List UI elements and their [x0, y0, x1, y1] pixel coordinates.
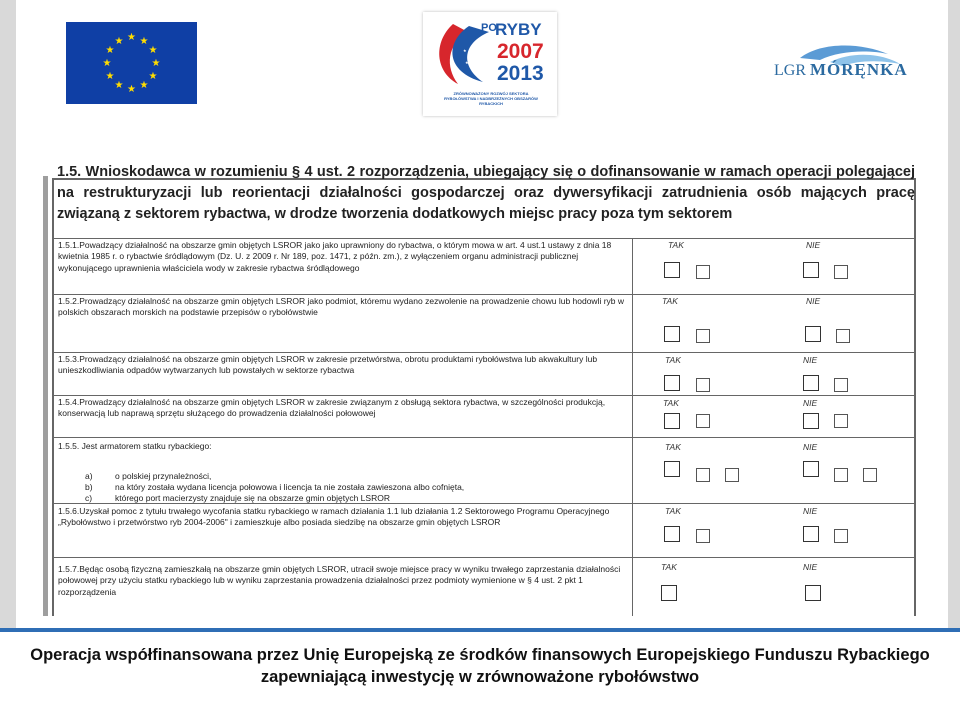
- yes-label: TAK: [663, 398, 679, 408]
- yes-label: TAK: [665, 442, 681, 452]
- po-ryby-year-start: 2007: [497, 40, 544, 63]
- no-checkbox[interactable]: [803, 526, 819, 542]
- no-checkbox-small[interactable]: [834, 265, 848, 279]
- svg-text:★: ★: [148, 45, 158, 56]
- no-checkbox-small[interactable]: [834, 529, 848, 543]
- row-separator: [52, 294, 916, 295]
- svg-text:★: ★: [148, 71, 158, 82]
- lgr-prefix: LGR: [774, 62, 806, 79]
- no-label: NIE: [806, 296, 821, 306]
- po-ryby-ryby: RYBY: [495, 20, 542, 39]
- row-separator: [52, 557, 916, 558]
- no-checkbox-small[interactable]: [834, 378, 848, 392]
- eu-flag-logo: [66, 22, 197, 104]
- no-checkbox-small[interactable]: [863, 468, 877, 482]
- no-checkbox-small[interactable]: [834, 414, 848, 428]
- svg-text:★: ★: [139, 80, 149, 91]
- yes-checkbox-small[interactable]: [725, 468, 739, 482]
- subitem-marker-c: c): [85, 493, 93, 503]
- svg-text:★: ★: [469, 54, 473, 59]
- subitem-marker-a: a): [85, 471, 93, 481]
- no-checkbox[interactable]: [803, 375, 819, 391]
- row-separator: [52, 395, 916, 396]
- svg-text:★: ★: [139, 36, 149, 47]
- row-separator: [52, 238, 916, 239]
- no-label: NIE: [803, 506, 818, 516]
- funding-footer: [0, 644, 960, 688]
- row-separator: [52, 437, 916, 438]
- svg-text:★: ★: [465, 60, 469, 65]
- no-label: NIE: [803, 562, 818, 572]
- yes-checkbox-small[interactable]: [696, 529, 710, 543]
- svg-text:★: ★: [102, 58, 112, 69]
- svg-text:★: ★: [151, 58, 161, 69]
- lgr-morenka-logo: [770, 40, 910, 90]
- application-form-excerpt: [43, 159, 920, 616]
- no-label: NIE: [803, 355, 818, 365]
- po-ryby-subtitle: ZRÓWNOWAŻONY ROZWÓJ SEKTORA RYBOŁÓWSTWA I NADBRZEŻNYCH OBSZARÓW RYBACKICH: [444, 91, 538, 106]
- no-checkbox[interactable]: [805, 326, 821, 342]
- no-checkbox-small[interactable]: [834, 468, 848, 482]
- yes-label: TAK: [665, 506, 681, 516]
- eu-stars-icon: [66, 22, 197, 104]
- svg-text:★: ★: [463, 48, 467, 53]
- yes-checkbox[interactable]: [664, 413, 680, 429]
- yes-checkbox-small[interactable]: [696, 468, 710, 482]
- criterion-1-5-1: 1.5.1.Powadzący działalność na obszarze gmin objętych LSROR jako jako uprawniony do rybactwa, o którym mowa w art. 4 ust.1 ustawy z dnia 18 kwietnia 1985 r. o rybactwie śródlądowym (Dz. U. z 2009 r. Nr 189, poz. 1471, z późn. zm.), z wyłączeniem organu administracji publicznej wykonującego uprawnienia właściciela wody w zakresie rybactwa śródlądowego: [58, 240, 612, 273]
- no-checkbox[interactable]: [805, 585, 821, 601]
- svg-text:★: ★: [114, 80, 124, 91]
- yes-checkbox[interactable]: [664, 375, 680, 391]
- po-ryby-logo: [423, 12, 557, 116]
- svg-text:★: ★: [127, 32, 136, 43]
- subitem-marker-b: b): [85, 482, 93, 492]
- yes-checkbox-small[interactable]: [696, 329, 710, 343]
- svg-text:★: ★: [127, 84, 136, 95]
- yes-label: TAK: [668, 240, 684, 250]
- yes-checkbox-small[interactable]: [696, 265, 710, 279]
- section-heading: 1.5. Wnioskodawca w rozumieniu § 4 ust. 2 rozporządzenia, ubiegający się o dofinansowanie w ramach operacji polegającej na restrukturyzacji lub reorientacji działalności gospodarczej oraz dywersyfikacji zatrudnienia osób mających pracę związaną z sektorem rybactwa, w drodze tworzenia dodatkowych miejsc pracy poza tym sektorem: [57, 164, 915, 222]
- footer-divider: [0, 628, 960, 632]
- form-border-left: [52, 178, 54, 616]
- yes-label: TAK: [661, 562, 677, 572]
- no-checkbox[interactable]: [803, 413, 819, 429]
- criterion-1-5-7: 1.5.7.Będąc osobą fizyczną zamieszkałą na obszarze gmin objętych LSROR, utracił swoje miejsce pracy w wyniku trwałego zaprzestania działalności połowowej przy użyciu statku rybackiego lub w wyniku zaprzestania prowadzenia działalności przez podmioty wymienione w § 4 ust. 2 pkt 1 rozporządzenia: [58, 564, 621, 597]
- footer-line-2: zapewniającą inwestycję w zrównoważone rybołówstwo: [260, 668, 700, 686]
- right-margin-band: [948, 0, 960, 628]
- subitem-a: o polskiej przynależności,: [115, 471, 212, 481]
- left-margin-band: [0, 0, 16, 628]
- no-label: NIE: [806, 240, 821, 250]
- form-scan-edge: [43, 176, 48, 616]
- yes-checkbox-small[interactable]: [696, 414, 710, 428]
- po-ryby-po: PO: [481, 22, 497, 34]
- footer-line-1: Operacja współfinansowana przez Unię Europejską ze środków finansowych Europejskiego Funduszu Rybackiego: [30, 646, 930, 664]
- yes-checkbox[interactable]: [661, 585, 677, 601]
- lgr-name: MÓRĘNKA: [810, 60, 908, 79]
- criterion-1-5-2: 1.5.2.Prowadzący działalność na obszarze gmin objętych LSROR jako podmiot, któremu wydano zezwolenie na prowadzenie chowu lub hodowli ryb w polskich obszarach morskich na podstawie przepisów o rybołówstwie: [58, 296, 625, 318]
- subitem-b: na który została wydana licencja połowowa i licencja ta nie została zawieszona albo cofnięta,: [115, 482, 465, 492]
- form-border-right: [914, 178, 916, 616]
- subitem-c: którego port macierzysty znajduje się na obszarze gmin objętych LSROR: [115, 493, 390, 503]
- svg-text:★: ★: [105, 71, 115, 82]
- yes-checkbox[interactable]: [664, 461, 680, 477]
- no-checkbox[interactable]: [803, 262, 819, 278]
- yes-label: TAK: [665, 355, 681, 365]
- svg-text:★: ★: [114, 36, 124, 47]
- no-label: NIE: [803, 398, 818, 408]
- svg-text:★: ★: [105, 45, 115, 56]
- no-checkbox[interactable]: [803, 461, 819, 477]
- criterion-1-5-4: 1.5.4.Prowadzący działalność na obszarze gmin objętych LSROR w zakresie związanym z obsługą sektora rybactwa, w szczególności produkcją, konserwacją lub naprawą sprzętu służącego do prowadzenia działalności połowowej: [58, 397, 606, 419]
- svg-text:★: ★: [473, 64, 477, 69]
- row-separator: [52, 352, 916, 353]
- lgr-logo-text: [774, 60, 908, 80]
- yes-checkbox[interactable]: [664, 262, 680, 278]
- yes-checkbox[interactable]: [664, 526, 680, 542]
- po-ryby-year-end: 2013: [497, 62, 544, 85]
- yes-checkbox-small[interactable]: [696, 378, 710, 392]
- no-label: NIE: [803, 442, 818, 452]
- criterion-1-5-5: 1.5.5. Jest armatorem statku rybackiego:: [58, 441, 212, 451]
- yes-label: TAK: [662, 296, 678, 306]
- criterion-1-5-6: 1.5.6.Uzyskał pomoc z tytułu trwałego wycofania statku rybackiego w ramach działania 1.1 lub działania 1.2 Sektorowego Programu Operacyjnego „Rybołówstwo i przetwórstwo ryb 2004-2006" i zamieszkuje albo posiada siedzibę na obszarze gmin objętych LSROR: [58, 506, 610, 528]
- no-checkbox-small[interactable]: [836, 329, 850, 343]
- yes-checkbox[interactable]: [664, 326, 680, 342]
- criterion-1-5-3: 1.5.3.Prowadzący działalność na obszarze gmin objętych LSROR w zakresie przetwórstwa, obrotu produktami rybołówstwa lub akwakultury lub unieszkodliwiania odpadów wytwarzanych lub powstałych w sektorze rybactwa: [58, 354, 598, 376]
